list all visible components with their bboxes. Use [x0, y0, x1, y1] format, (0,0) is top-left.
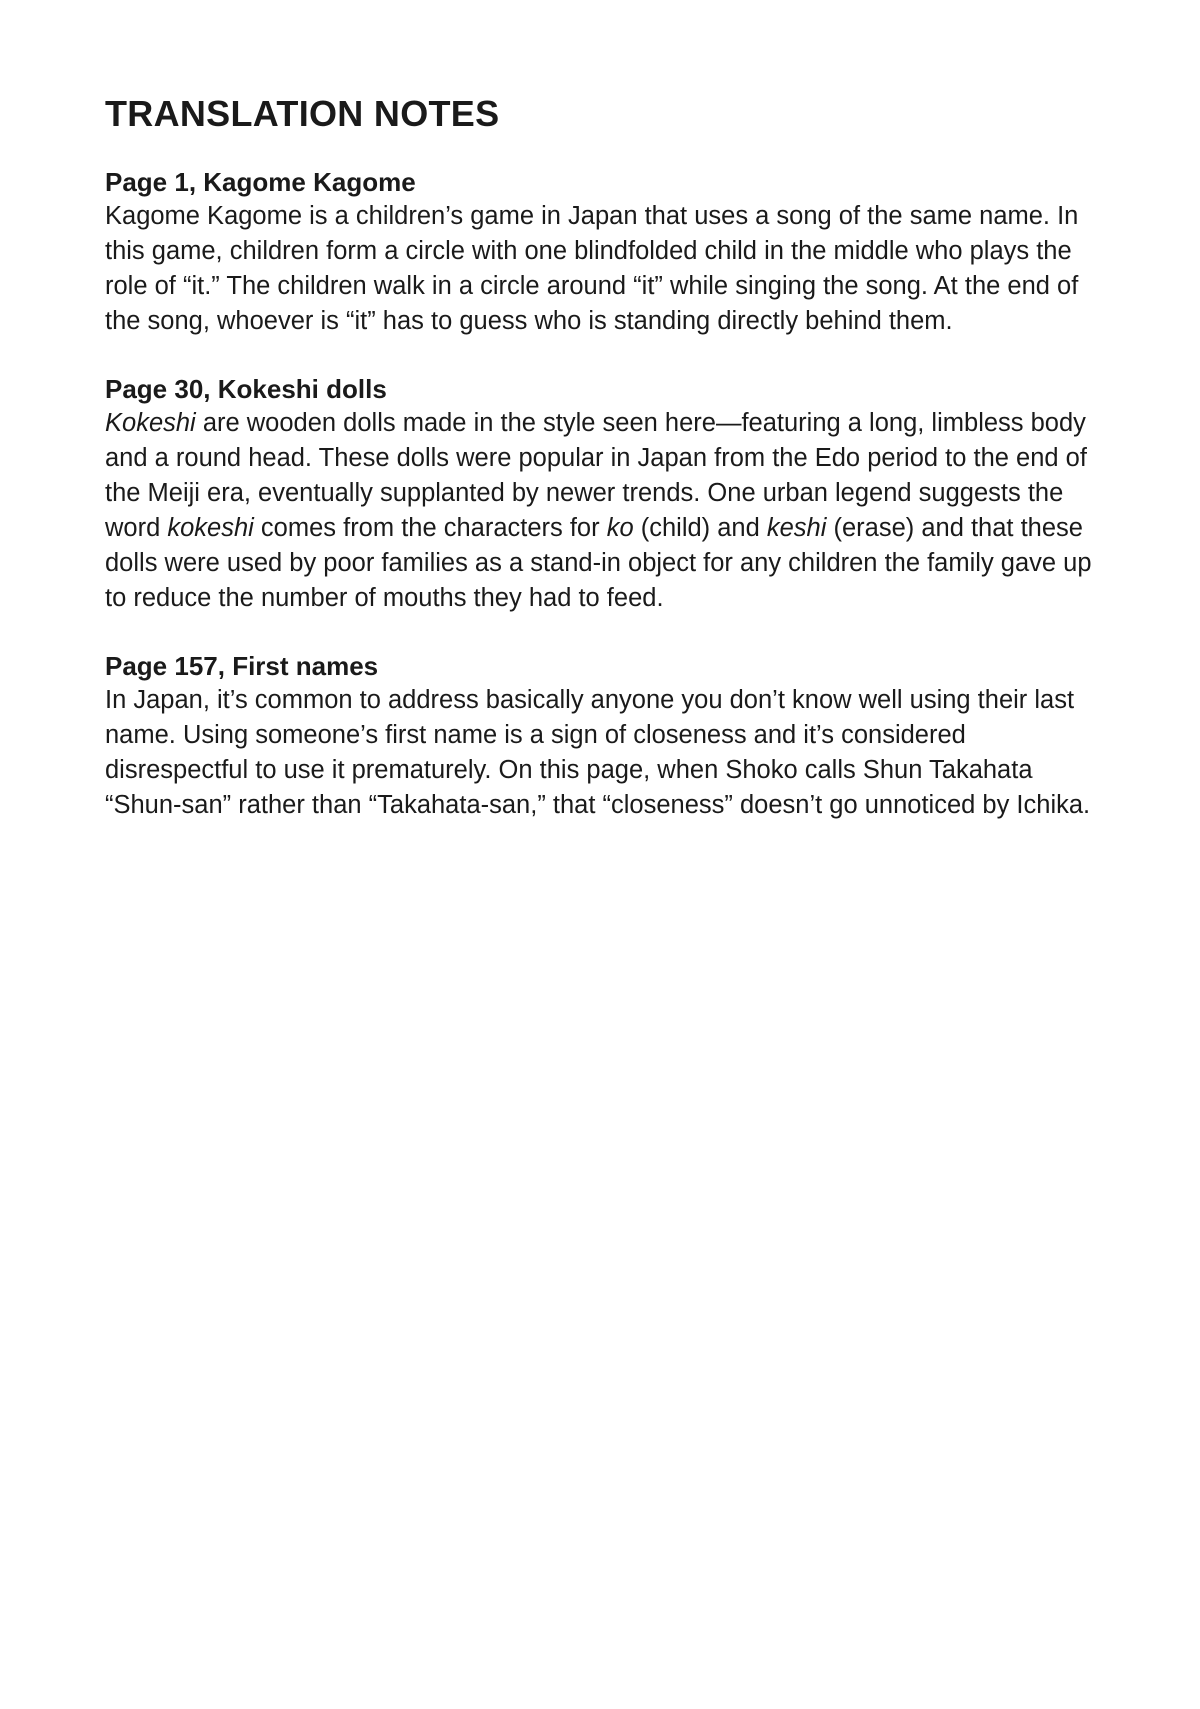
italic-term: Kokeshi — [105, 409, 196, 438]
italic-term: ko — [606, 514, 634, 543]
body-text: comes from the characters for — [253, 514, 607, 543]
italic-term: kokeshi — [167, 514, 254, 543]
note-first-names — [105, 649, 1115, 823]
note-body: Kagome Kagome is a children’s game in Japan that uses a song of the same name. In this game, children form a circle with one blindfolded child in the middle who plays the role of “it.” The children walk in a circle around “it” while singing the song. At the end of the song, whoever is “it” has to guess who is standing directly behind them. — [105, 202, 1079, 336]
page-title: TRANSLATION NOTES — [105, 93, 500, 134]
body-text: (child) and — [633, 514, 767, 543]
translation-notes-page — [105, 92, 1115, 856]
note-kagome-kagome — [105, 165, 1115, 339]
note-body: In Japan, it’s common to address basically anyone you don’t know well using their last name. Using someone’s first name is a sign of closeness and it’s considered disrespectful to use it prematurely. On this page, when Shoko calls Shun Takahata “Shun-san” rather than “Takahata-san,” that “closeness” doesn’t go unnoticed by Ichika. — [105, 686, 1091, 820]
italic-term: keshi — [766, 514, 827, 543]
note-heading: Page 1, Kagome Kagome — [105, 167, 416, 198]
note-heading: Page 30, Kokeshi dolls — [105, 374, 387, 405]
note-kokeshi-dolls — [105, 372, 1115, 616]
body-text: (erase) and that these dolls were used by poor families as a stand-in object for any children the family gave up to reduce the number of mouths they had to feed. — [105, 514, 1092, 613]
note-heading: Page 157, First names — [105, 651, 379, 682]
body-text: are wooden dolls made in the style seen here—featuring a long, limbless body and a round head. These dolls were popular in Japan from the Edo period to the end of the Meiji era, eventually supplanted by newer trends. One urban legend suggests the word — [105, 409, 1087, 543]
note-body — [105, 406, 1115, 616]
